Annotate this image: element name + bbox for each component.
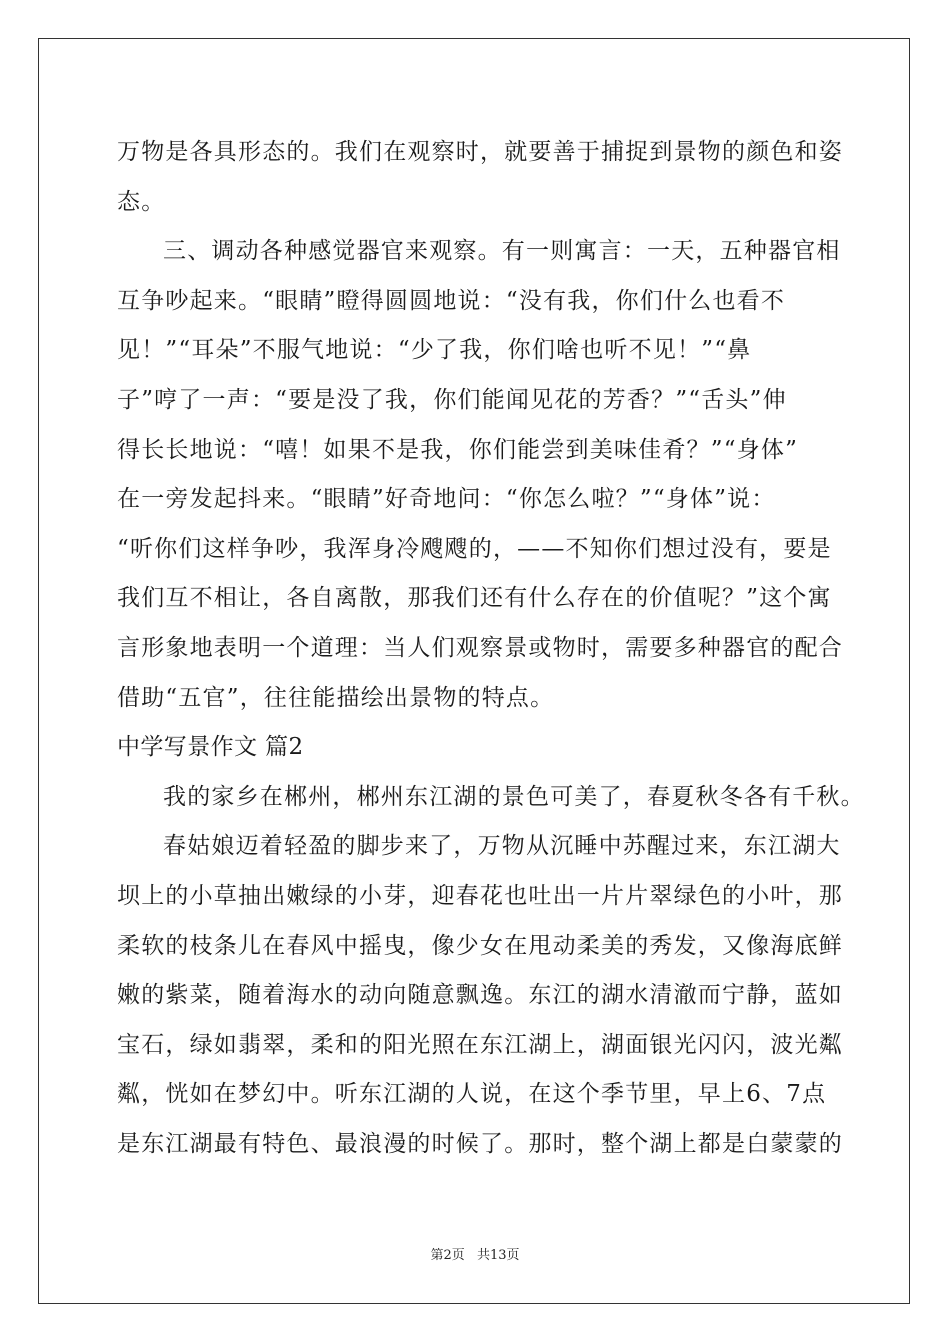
text-line: 言形象地表明一个道理：当人们观察景或物时，需要多种器官的配合 bbox=[117, 634, 843, 661]
text-line: 粼，恍如在梦幻中。听东江湖的人说，在这个季节里，早上6、7点 bbox=[117, 1081, 827, 1108]
text-line: “听你们这样争吵，我浑身冷飕飕的，——不知你们想过没有，要是 bbox=[117, 535, 832, 562]
text-line: 在一旁发起抖来。“眼睛”好奇地问：“你怎么啦？”“身体”说： bbox=[117, 486, 776, 513]
text-line: 子”哼了一声：“要是没了我，你们能闻见花的芳香？”“舌头”伸 bbox=[117, 386, 787, 413]
text-line: 嫩的紫菜，随着海水的动向随意飘逸。东江的湖水清澈而宁静，蓝如 bbox=[117, 982, 843, 1009]
text-line: 坝上的小草抽出嫩绿的小芽，迎春花也吐出一片片翠绿色的小叶，那 bbox=[117, 882, 843, 909]
document-body bbox=[117, 128, 865, 1169]
text-line: 柔软的枝条儿在春风中摇曳，像少女在甩动柔美的秀发，又像海底鲜 bbox=[117, 932, 843, 959]
text-line: 见！”“耳朵”不服气地说：“少了我，你们啥也听不见！”“鼻 bbox=[117, 337, 752, 364]
text-line: 宝石，绿如翡翠，柔和的阳光照在东江湖上，湖面银光闪闪，波光粼 bbox=[117, 1031, 843, 1058]
paragraph-start: 三、调动各种感觉器官来观察。有一则寓言：一天，五种器官相 bbox=[163, 238, 841, 265]
page-number: 第2页 bbox=[430, 1248, 465, 1263]
page-total: 共13页 bbox=[476, 1248, 520, 1263]
text-line: 我们互不相让，各自离散，那我们还有什么存在的价值呢？”这个寓 bbox=[117, 585, 832, 612]
text-line: 互争吵起来。“眼睛”瞪得圆圆地说：“没有我，你们什么也看不 bbox=[117, 287, 786, 314]
paragraph-start: 我的家乡在郴州，郴州东江湖的景色可美了，春夏秋冬各有千秋。 bbox=[163, 783, 865, 810]
section-heading: 中学写景作文 篇2 bbox=[117, 734, 304, 761]
text-line: 是东江湖最有特色、最浪漫的时候了。那时，整个湖上都是白蒙蒙的 bbox=[117, 1130, 843, 1157]
text-line: 态。 bbox=[117, 188, 166, 215]
paragraph-start: 春姑娘迈着轻盈的脚步来了，万物从沉睡中苏醒过来，东江湖大 bbox=[163, 833, 841, 860]
text-line: 万物是各具形态的。我们在观察时，就要善于捕捉到景物的颜色和姿 bbox=[117, 139, 843, 165]
text-line: 得长长地说：“嘻！如果不是我，你们能尝到美味佳肴？”“身体” bbox=[117, 436, 799, 463]
page-footer bbox=[0, 1244, 950, 1263]
text-line: 借助“五官”，往往能描绘出景物的特点。 bbox=[117, 684, 555, 711]
